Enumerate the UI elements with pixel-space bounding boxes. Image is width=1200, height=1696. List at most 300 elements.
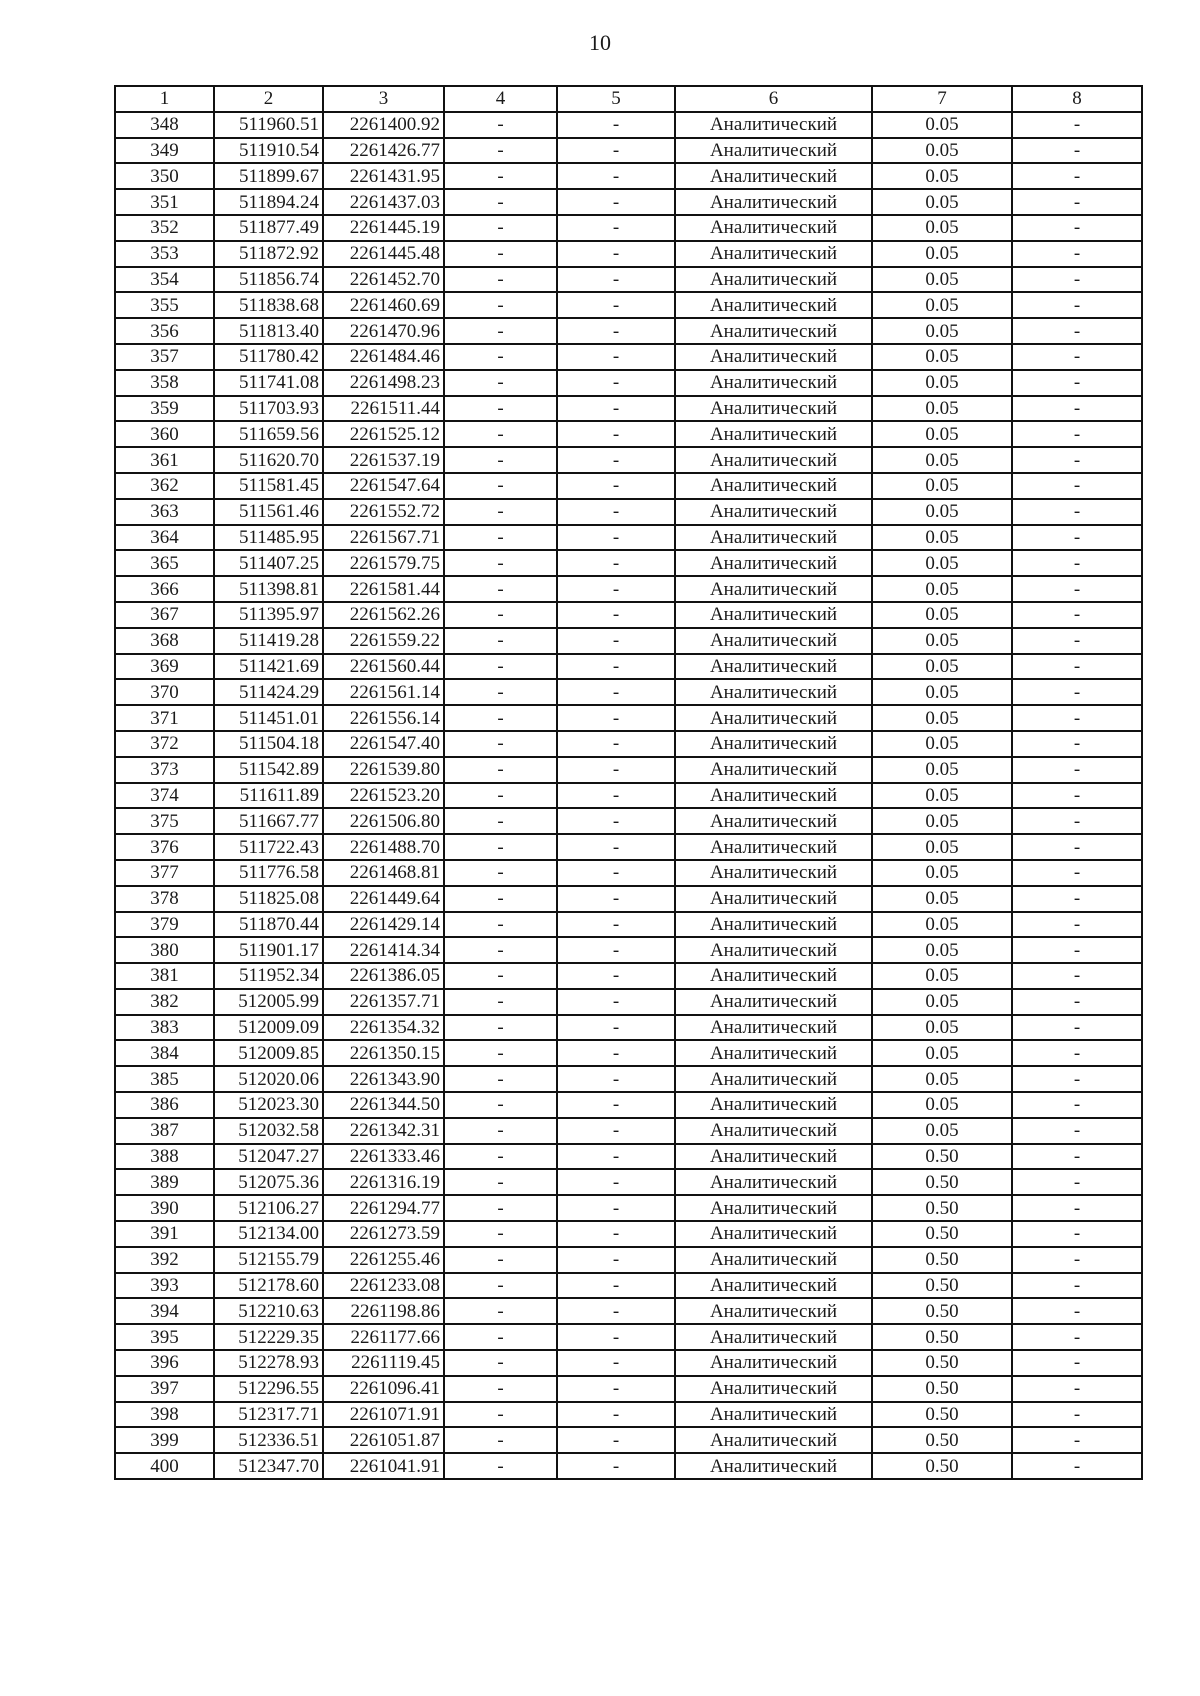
- col8-value-cell: -: [1012, 834, 1142, 860]
- col5-value-cell: -: [557, 525, 675, 551]
- table-row: [115, 963, 1142, 989]
- col4-value-cell: -: [444, 1144, 557, 1170]
- point-number-cell: 375: [115, 808, 214, 834]
- method-cell: Аналитический: [675, 112, 872, 138]
- x-coordinate-cell: 511952.34: [214, 963, 323, 989]
- y-coordinate-cell: 2261431.95: [323, 163, 444, 189]
- col4-value-cell: -: [444, 370, 557, 396]
- col4-value-cell: -: [444, 421, 557, 447]
- col4-value-cell: -: [444, 602, 557, 628]
- x-coordinate-cell: 512020.06: [214, 1066, 323, 1092]
- col4-value-cell: -: [444, 886, 557, 912]
- method-cell: Аналитический: [675, 989, 872, 1015]
- col5-value-cell: -: [557, 705, 675, 731]
- col5-value-cell: -: [557, 163, 675, 189]
- table-row: [115, 576, 1142, 602]
- y-coordinate-cell: 2261343.90: [323, 1066, 444, 1092]
- point-number-cell: 379: [115, 912, 214, 938]
- method-cell: Аналитический: [675, 886, 872, 912]
- col4-value-cell: -: [444, 344, 557, 370]
- col4-value-cell: -: [444, 550, 557, 576]
- col8-value-cell: -: [1012, 1324, 1142, 1350]
- method-cell: Аналитический: [675, 1324, 872, 1350]
- col4-value-cell: -: [444, 396, 557, 422]
- method-cell: Аналитический: [675, 241, 872, 267]
- table-row: [115, 421, 1142, 447]
- x-coordinate-cell: 511776.58: [214, 860, 323, 886]
- col5-value-cell: -: [557, 1427, 675, 1453]
- point-number-cell: 360: [115, 421, 214, 447]
- page-number: 10: [589, 30, 611, 55]
- method-cell: Аналитический: [675, 1402, 872, 1428]
- x-coordinate-cell: 512047.27: [214, 1144, 323, 1170]
- y-coordinate-cell: 2261350.15: [323, 1040, 444, 1066]
- col4-value-cell: -: [444, 525, 557, 551]
- col5-value-cell: -: [557, 1350, 675, 1376]
- method-cell: Аналитический: [675, 163, 872, 189]
- method-cell: Аналитический: [675, 783, 872, 809]
- accuracy-cell: 0.05: [872, 421, 1012, 447]
- col8-value-cell: -: [1012, 215, 1142, 241]
- col8-value-cell: -: [1012, 808, 1142, 834]
- col5-value-cell: -: [557, 860, 675, 886]
- y-coordinate-cell: 2261177.66: [323, 1324, 444, 1350]
- col4-value-cell: -: [444, 757, 557, 783]
- point-number-cell: 348: [115, 112, 214, 138]
- col4-value-cell: -: [444, 963, 557, 989]
- table-row: [115, 628, 1142, 654]
- col4-value-cell: -: [444, 499, 557, 525]
- table-row: [115, 1144, 1142, 1170]
- x-coordinate-cell: 511877.49: [214, 215, 323, 241]
- table-body: [115, 86, 1142, 1479]
- y-coordinate-cell: 2261470.96: [323, 318, 444, 344]
- x-coordinate-cell: 511838.68: [214, 292, 323, 318]
- column-header: 4: [444, 86, 557, 112]
- col4-value-cell: -: [444, 215, 557, 241]
- table-row: [115, 550, 1142, 576]
- y-coordinate-cell: 2261468.81: [323, 860, 444, 886]
- col8-value-cell: -: [1012, 1169, 1142, 1195]
- y-coordinate-cell: 2261498.23: [323, 370, 444, 396]
- accuracy-cell: 0.05: [872, 731, 1012, 757]
- col8-value-cell: -: [1012, 344, 1142, 370]
- method-cell: Аналитический: [675, 473, 872, 499]
- point-number-cell: 353: [115, 241, 214, 267]
- x-coordinate-cell: 511398.81: [214, 576, 323, 602]
- col4-value-cell: -: [444, 1273, 557, 1299]
- col8-value-cell: -: [1012, 989, 1142, 1015]
- table-row: [115, 705, 1142, 731]
- table-row: [115, 937, 1142, 963]
- table-row: [115, 1040, 1142, 1066]
- point-number-cell: 396: [115, 1350, 214, 1376]
- accuracy-cell: 0.05: [872, 1118, 1012, 1144]
- table-row: [115, 344, 1142, 370]
- col8-value-cell: -: [1012, 1195, 1142, 1221]
- col4-value-cell: -: [444, 989, 557, 1015]
- x-coordinate-cell: 511780.42: [214, 344, 323, 370]
- col5-value-cell: -: [557, 1221, 675, 1247]
- col8-value-cell: -: [1012, 499, 1142, 525]
- col8-value-cell: -: [1012, 447, 1142, 473]
- table-row: [115, 1453, 1142, 1479]
- table-row: [115, 215, 1142, 241]
- col4-value-cell: -: [444, 138, 557, 164]
- col4-value-cell: -: [444, 1402, 557, 1428]
- x-coordinate-cell: 511899.67: [214, 163, 323, 189]
- accuracy-cell: 0.05: [872, 808, 1012, 834]
- x-coordinate-cell: 512009.85: [214, 1040, 323, 1066]
- y-coordinate-cell: 2261400.92: [323, 112, 444, 138]
- col8-value-cell: -: [1012, 1402, 1142, 1428]
- method-cell: Аналитический: [675, 834, 872, 860]
- method-cell: Аналитический: [675, 731, 872, 757]
- col8-value-cell: -: [1012, 550, 1142, 576]
- table-row: [115, 499, 1142, 525]
- y-coordinate-cell: 2261552.72: [323, 499, 444, 525]
- col8-value-cell: -: [1012, 1247, 1142, 1273]
- table-row: [115, 241, 1142, 267]
- point-number-cell: 398: [115, 1402, 214, 1428]
- col5-value-cell: -: [557, 267, 675, 293]
- point-number-cell: 355: [115, 292, 214, 318]
- y-coordinate-cell: 2261556.14: [323, 705, 444, 731]
- accuracy-cell: 0.05: [872, 525, 1012, 551]
- col4-value-cell: -: [444, 1376, 557, 1402]
- x-coordinate-cell: 511395.97: [214, 602, 323, 628]
- x-coordinate-cell: 512347.70: [214, 1453, 323, 1479]
- col8-value-cell: -: [1012, 1118, 1142, 1144]
- x-coordinate-cell: 511741.08: [214, 370, 323, 396]
- col4-value-cell: -: [444, 1221, 557, 1247]
- method-cell: Аналитический: [675, 1453, 872, 1479]
- accuracy-cell: 0.05: [872, 473, 1012, 499]
- col8-value-cell: -: [1012, 576, 1142, 602]
- col4-value-cell: -: [444, 447, 557, 473]
- col4-value-cell: -: [444, 292, 557, 318]
- col4-value-cell: -: [444, 1066, 557, 1092]
- accuracy-cell: 0.05: [872, 679, 1012, 705]
- x-coordinate-cell: 511856.74: [214, 267, 323, 293]
- table-row: [115, 1169, 1142, 1195]
- x-coordinate-cell: 512134.00: [214, 1221, 323, 1247]
- col5-value-cell: -: [557, 215, 675, 241]
- col4-value-cell: -: [444, 576, 557, 602]
- method-cell: Аналитический: [675, 1350, 872, 1376]
- point-number-cell: 372: [115, 731, 214, 757]
- col8-value-cell: -: [1012, 1350, 1142, 1376]
- x-coordinate-cell: 511870.44: [214, 912, 323, 938]
- accuracy-cell: 0.05: [872, 447, 1012, 473]
- y-coordinate-cell: 2261488.70: [323, 834, 444, 860]
- col5-value-cell: -: [557, 576, 675, 602]
- col4-value-cell: -: [444, 1350, 557, 1376]
- accuracy-cell: 0.05: [872, 550, 1012, 576]
- y-coordinate-cell: 2261537.19: [323, 447, 444, 473]
- col4-value-cell: -: [444, 1015, 557, 1041]
- x-coordinate-cell: 511659.56: [214, 421, 323, 447]
- col8-value-cell: -: [1012, 1273, 1142, 1299]
- table-row: [115, 602, 1142, 628]
- accuracy-cell: 0.05: [872, 344, 1012, 370]
- x-coordinate-cell: 511620.70: [214, 447, 323, 473]
- col8-value-cell: -: [1012, 396, 1142, 422]
- point-number-cell: 366: [115, 576, 214, 602]
- point-number-cell: 387: [115, 1118, 214, 1144]
- accuracy-cell: 0.05: [872, 757, 1012, 783]
- y-coordinate-cell: 2261460.69: [323, 292, 444, 318]
- col5-value-cell: -: [557, 912, 675, 938]
- method-cell: Аналитический: [675, 654, 872, 680]
- accuracy-cell: 0.50: [872, 1195, 1012, 1221]
- y-coordinate-cell: 2261386.05: [323, 963, 444, 989]
- y-coordinate-cell: 2261561.14: [323, 679, 444, 705]
- y-coordinate-cell: 2261333.46: [323, 1144, 444, 1170]
- col4-value-cell: -: [444, 679, 557, 705]
- y-coordinate-cell: 2261414.34: [323, 937, 444, 963]
- table-row: [115, 1221, 1142, 1247]
- point-number-cell: 368: [115, 628, 214, 654]
- col5-value-cell: -: [557, 886, 675, 912]
- method-cell: Аналитический: [675, 1015, 872, 1041]
- col5-value-cell: -: [557, 138, 675, 164]
- table-row: [115, 473, 1142, 499]
- accuracy-cell: 0.05: [872, 834, 1012, 860]
- method-cell: Аналитический: [675, 1066, 872, 1092]
- col8-value-cell: -: [1012, 241, 1142, 267]
- method-cell: Аналитический: [675, 215, 872, 241]
- x-coordinate-cell: 512032.58: [214, 1118, 323, 1144]
- method-cell: Аналитический: [675, 1169, 872, 1195]
- x-coordinate-cell: 512296.55: [214, 1376, 323, 1402]
- y-coordinate-cell: 2261096.41: [323, 1376, 444, 1402]
- x-coordinate-cell: 511825.08: [214, 886, 323, 912]
- col5-value-cell: -: [557, 989, 675, 1015]
- col8-value-cell: -: [1012, 1015, 1142, 1041]
- column-header: 1: [115, 86, 214, 112]
- point-number-cell: 378: [115, 886, 214, 912]
- table-row: [115, 783, 1142, 809]
- x-coordinate-cell: 511960.51: [214, 112, 323, 138]
- point-number-cell: 386: [115, 1092, 214, 1118]
- method-cell: Аналитический: [675, 912, 872, 938]
- x-coordinate-cell: 512229.35: [214, 1324, 323, 1350]
- col5-value-cell: -: [557, 757, 675, 783]
- col5-value-cell: -: [557, 189, 675, 215]
- col4-value-cell: -: [444, 112, 557, 138]
- x-coordinate-cell: 511504.18: [214, 731, 323, 757]
- col8-value-cell: -: [1012, 473, 1142, 499]
- x-coordinate-cell: 511901.17: [214, 937, 323, 963]
- method-cell: Аналитический: [675, 1376, 872, 1402]
- y-coordinate-cell: 2261525.12: [323, 421, 444, 447]
- x-coordinate-cell: 512106.27: [214, 1195, 323, 1221]
- accuracy-cell: 0.05: [872, 576, 1012, 602]
- accuracy-cell: 0.05: [872, 886, 1012, 912]
- table-row: [115, 1273, 1142, 1299]
- y-coordinate-cell: 2261041.91: [323, 1453, 444, 1479]
- col5-value-cell: -: [557, 808, 675, 834]
- accuracy-cell: 0.50: [872, 1453, 1012, 1479]
- table-row: [115, 1324, 1142, 1350]
- method-cell: Аналитический: [675, 1144, 872, 1170]
- col5-value-cell: -: [557, 963, 675, 989]
- col8-value-cell: -: [1012, 138, 1142, 164]
- table-row: [115, 1402, 1142, 1428]
- point-number-cell: 383: [115, 1015, 214, 1041]
- point-number-cell: 359: [115, 396, 214, 422]
- point-number-cell: 363: [115, 499, 214, 525]
- point-number-cell: 381: [115, 963, 214, 989]
- col5-value-cell: -: [557, 602, 675, 628]
- method-cell: Аналитический: [675, 1221, 872, 1247]
- x-coordinate-cell: 511542.89: [214, 757, 323, 783]
- col4-value-cell: -: [444, 241, 557, 267]
- accuracy-cell: 0.05: [872, 292, 1012, 318]
- point-number-cell: 374: [115, 783, 214, 809]
- col4-value-cell: -: [444, 189, 557, 215]
- point-number-cell: 373: [115, 757, 214, 783]
- table-row: [115, 1427, 1142, 1453]
- col8-value-cell: -: [1012, 1092, 1142, 1118]
- point-number-cell: 349: [115, 138, 214, 164]
- y-coordinate-cell: 2261357.71: [323, 989, 444, 1015]
- x-coordinate-cell: 512075.36: [214, 1169, 323, 1195]
- x-coordinate-cell: 511894.24: [214, 189, 323, 215]
- table-row: [115, 834, 1142, 860]
- x-coordinate-cell: 511451.01: [214, 705, 323, 731]
- col4-value-cell: -: [444, 1040, 557, 1066]
- col5-value-cell: -: [557, 731, 675, 757]
- accuracy-cell: 0.50: [872, 1273, 1012, 1299]
- method-cell: Аналитический: [675, 525, 872, 551]
- col5-value-cell: -: [557, 550, 675, 576]
- method-cell: Аналитический: [675, 757, 872, 783]
- accuracy-cell: 0.05: [872, 215, 1012, 241]
- method-cell: Аналитический: [675, 292, 872, 318]
- col8-value-cell: -: [1012, 628, 1142, 654]
- method-cell: Аналитический: [675, 1092, 872, 1118]
- col8-value-cell: -: [1012, 886, 1142, 912]
- y-coordinate-cell: 2261437.03: [323, 189, 444, 215]
- accuracy-cell: 0.50: [872, 1298, 1012, 1324]
- x-coordinate-cell: 512009.09: [214, 1015, 323, 1041]
- accuracy-cell: 0.50: [872, 1169, 1012, 1195]
- col5-value-cell: -: [557, 292, 675, 318]
- coordinates-table: [114, 85, 1143, 1480]
- table-row: [115, 1247, 1142, 1273]
- col5-value-cell: -: [557, 1066, 675, 1092]
- table-row: [115, 447, 1142, 473]
- col5-value-cell: -: [557, 112, 675, 138]
- point-number-cell: 357: [115, 344, 214, 370]
- point-number-cell: 361: [115, 447, 214, 473]
- col8-value-cell: -: [1012, 937, 1142, 963]
- col4-value-cell: -: [444, 1427, 557, 1453]
- col4-value-cell: -: [444, 473, 557, 499]
- accuracy-cell: 0.05: [872, 628, 1012, 654]
- col5-value-cell: -: [557, 396, 675, 422]
- col5-value-cell: -: [557, 1118, 675, 1144]
- accuracy-cell: 0.05: [872, 937, 1012, 963]
- col5-value-cell: -: [557, 937, 675, 963]
- x-coordinate-cell: 511407.25: [214, 550, 323, 576]
- table-row: [115, 731, 1142, 757]
- y-coordinate-cell: 2261316.19: [323, 1169, 444, 1195]
- point-number-cell: 388: [115, 1144, 214, 1170]
- table-row: [115, 757, 1142, 783]
- col8-value-cell: -: [1012, 370, 1142, 396]
- column-header: 8: [1012, 86, 1142, 112]
- table-row: [115, 912, 1142, 938]
- method-cell: Аналитический: [675, 1247, 872, 1273]
- table-row: [115, 525, 1142, 551]
- table-row: [115, 163, 1142, 189]
- accuracy-cell: 0.05: [872, 963, 1012, 989]
- y-coordinate-cell: 2261426.77: [323, 138, 444, 164]
- accuracy-cell: 0.05: [872, 1015, 1012, 1041]
- point-number-cell: 352: [115, 215, 214, 241]
- col5-value-cell: -: [557, 499, 675, 525]
- col8-value-cell: -: [1012, 1066, 1142, 1092]
- col4-value-cell: -: [444, 1195, 557, 1221]
- col8-value-cell: -: [1012, 189, 1142, 215]
- method-cell: Аналитический: [675, 937, 872, 963]
- col8-value-cell: -: [1012, 112, 1142, 138]
- point-number-cell: 382: [115, 989, 214, 1015]
- method-cell: Аналитический: [675, 499, 872, 525]
- col8-value-cell: -: [1012, 783, 1142, 809]
- y-coordinate-cell: 2261445.48: [323, 241, 444, 267]
- table-row: [115, 1298, 1142, 1324]
- accuracy-cell: 0.05: [872, 370, 1012, 396]
- method-cell: Аналитический: [675, 1040, 872, 1066]
- point-number-cell: 400: [115, 1453, 214, 1479]
- x-coordinate-cell: 511722.43: [214, 834, 323, 860]
- x-coordinate-cell: 512210.63: [214, 1298, 323, 1324]
- method-cell: Аналитический: [675, 1195, 872, 1221]
- point-number-cell: 354: [115, 267, 214, 293]
- col8-value-cell: -: [1012, 1453, 1142, 1479]
- col8-value-cell: -: [1012, 912, 1142, 938]
- point-number-cell: 365: [115, 550, 214, 576]
- col8-value-cell: -: [1012, 963, 1142, 989]
- col8-value-cell: -: [1012, 705, 1142, 731]
- y-coordinate-cell: 2261342.31: [323, 1118, 444, 1144]
- col5-value-cell: -: [557, 1247, 675, 1273]
- col5-value-cell: -: [557, 318, 675, 344]
- y-coordinate-cell: 2261511.44: [323, 396, 444, 422]
- table-row: [115, 138, 1142, 164]
- point-number-cell: 367: [115, 602, 214, 628]
- col4-value-cell: -: [444, 1298, 557, 1324]
- accuracy-cell: 0.05: [872, 1066, 1012, 1092]
- table-row: [115, 1015, 1142, 1041]
- method-cell: Аналитический: [675, 628, 872, 654]
- point-number-cell: 397: [115, 1376, 214, 1402]
- accuracy-cell: 0.05: [872, 989, 1012, 1015]
- y-coordinate-cell: 2261449.64: [323, 886, 444, 912]
- method-cell: Аналитический: [675, 447, 872, 473]
- table-row: [115, 654, 1142, 680]
- table-header-row: [115, 86, 1142, 112]
- accuracy-cell: 0.50: [872, 1221, 1012, 1247]
- col8-value-cell: -: [1012, 1144, 1142, 1170]
- x-coordinate-cell: 512178.60: [214, 1273, 323, 1299]
- col5-value-cell: -: [557, 1298, 675, 1324]
- method-cell: Аналитический: [675, 808, 872, 834]
